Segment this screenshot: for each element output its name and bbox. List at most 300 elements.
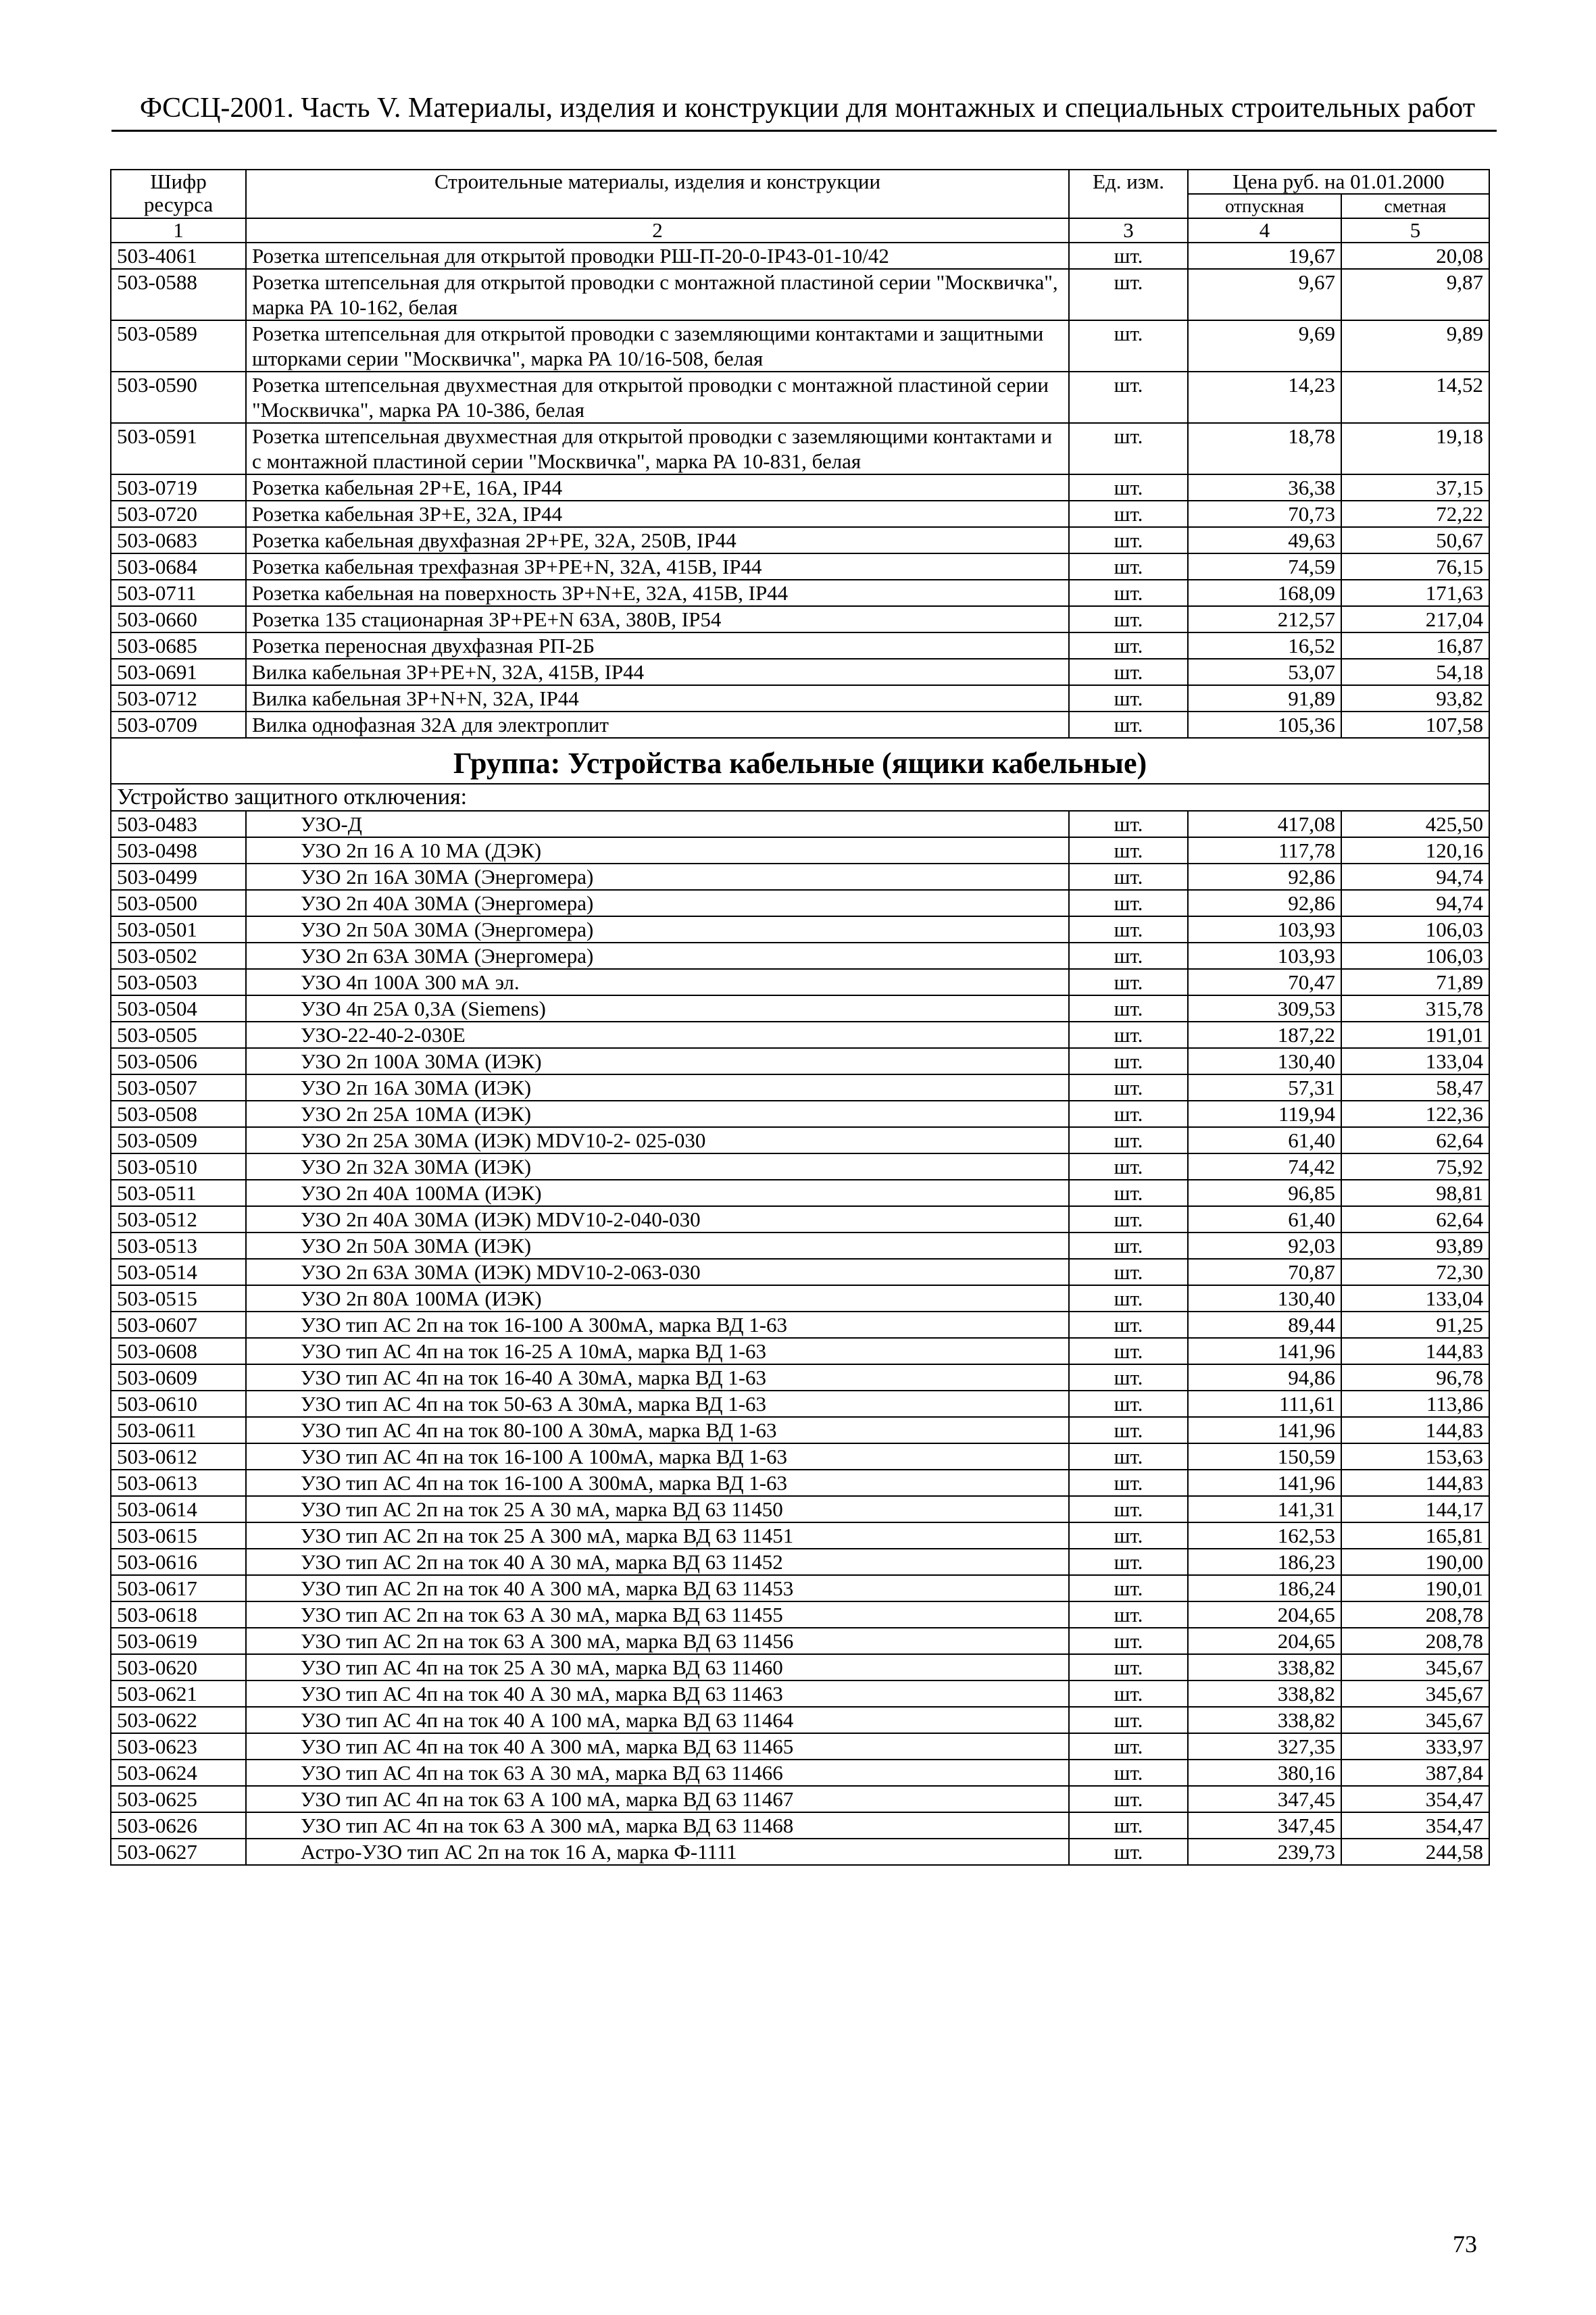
code-cell: 503-0608 (111, 1338, 246, 1364)
col-price-estimate-header: сметная (1341, 194, 1489, 218)
table-row (111, 1074, 1489, 1101)
table-row (111, 632, 1489, 659)
code-cell: 503-0684 (111, 553, 246, 580)
estimate-price-cell: 113,86 (1341, 1391, 1489, 1417)
estimate-price-cell: 208,78 (1341, 1628, 1489, 1654)
unit-cell: шт. (1069, 1022, 1188, 1048)
code-cell: 503-0627 (111, 1839, 246, 1865)
estimate-price-cell: 354,47 (1341, 1812, 1489, 1839)
release-price-cell: 338,82 (1188, 1654, 1341, 1681)
code-cell: 503-0502 (111, 943, 246, 969)
code-cell: 503-0505 (111, 1022, 246, 1048)
release-price-cell: 94,86 (1188, 1364, 1341, 1391)
name-cell: Розетка кабельная 3Р+Е, 32А, IP44 (246, 501, 1069, 527)
table-row (111, 320, 1489, 372)
release-price-cell: 92,86 (1188, 890, 1341, 916)
code-cell: 503-0616 (111, 1549, 246, 1575)
estimate-price-cell: 190,01 (1341, 1575, 1489, 1601)
unit-cell: шт. (1069, 1233, 1188, 1259)
code-cell: 503-0615 (111, 1522, 246, 1549)
name-cell: УЗО тип АС 4п на ток 63 А 100 мА, марка ВД 63 11467 (246, 1786, 1069, 1812)
table-row (111, 1391, 1489, 1417)
table-row (111, 1417, 1489, 1443)
release-price-cell: 111,61 (1188, 1391, 1341, 1417)
unit-cell: шт. (1069, 1681, 1188, 1707)
name-cell: УЗО 2п 16А 30МА (ИЭК) (246, 1074, 1069, 1101)
estimate-price-cell: 191,01 (1341, 1022, 1489, 1048)
unit-cell: шт. (1069, 1839, 1188, 1865)
estimate-price-cell: 14,52 (1341, 372, 1489, 423)
release-price-cell: 338,82 (1188, 1681, 1341, 1707)
table-row (111, 1443, 1489, 1470)
release-price-cell: 347,45 (1188, 1812, 1341, 1839)
unit-cell: шт. (1069, 474, 1188, 501)
table-row (111, 372, 1489, 423)
estimate-price-cell: 354,47 (1341, 1786, 1489, 1812)
subgroup-title: Устройство защитного отключения: (111, 784, 1489, 811)
unit-cell: шт. (1069, 1074, 1188, 1101)
unit-cell: шт. (1069, 1812, 1188, 1839)
estimate-price-cell: 387,84 (1341, 1760, 1489, 1786)
code-cell: 503-0511 (111, 1180, 246, 1206)
estimate-price-cell: 106,03 (1341, 943, 1489, 969)
table-row (111, 995, 1489, 1022)
name-cell: Розетка штепсельная для открытой проводки РШ-П-20-0-IP43-01-10/42 (246, 243, 1069, 269)
name-cell: УЗО 2п 63А 30МА (ИЭК) MDV10-2-063-030 (246, 1259, 1069, 1285)
code-cell: 503-0504 (111, 995, 246, 1022)
estimate-price-cell: 62,64 (1341, 1127, 1489, 1153)
col-unit-header: Ед. изм. (1069, 170, 1188, 218)
name-cell: УЗО-22-40-2-030Е (246, 1022, 1069, 1048)
unit-cell: шт. (1069, 943, 1188, 969)
code-cell: 503-0607 (111, 1312, 246, 1338)
code-cell: 503-0614 (111, 1496, 246, 1522)
name-cell: УЗО тип АС 4п на ток 40 А 300 мА, марка ВД 63 11465 (246, 1733, 1069, 1760)
table-row (111, 1707, 1489, 1733)
unit-cell: шт. (1069, 712, 1188, 738)
unit-cell: шт. (1069, 1153, 1188, 1180)
table-row (111, 1549, 1489, 1575)
release-price-cell: 74,42 (1188, 1153, 1341, 1180)
release-price-cell: 309,53 (1188, 995, 1341, 1022)
table-row (111, 1180, 1489, 1206)
unit-cell: шт. (1069, 685, 1188, 712)
name-cell: УЗО 2п 32А 30МА (ИЭК) (246, 1153, 1069, 1180)
estimate-price-cell: 190,00 (1341, 1549, 1489, 1575)
unit-cell: шт. (1069, 1575, 1188, 1601)
group-section (111, 738, 1489, 811)
code-cell: 503-0498 (111, 837, 246, 864)
col-number: 4 (1188, 218, 1341, 243)
unit-cell: шт. (1069, 1338, 1188, 1364)
unit-cell: шт. (1069, 1364, 1188, 1391)
col-number: 1 (111, 218, 246, 243)
table-row (111, 969, 1489, 995)
estimate-price-cell: 50,67 (1341, 527, 1489, 553)
estimate-price-cell: 54,18 (1341, 659, 1489, 685)
estimate-price-cell: 71,89 (1341, 969, 1489, 995)
name-cell: Розетка штепсельная для открытой проводки с заземляющими контактами и защитными шторками серии "Москвичка", марка РА 10/16-508, белая (246, 320, 1069, 372)
table-row (111, 553, 1489, 580)
code-cell: 503-0611 (111, 1417, 246, 1443)
unit-cell: шт. (1069, 1549, 1188, 1575)
unit-cell: шт. (1069, 1101, 1188, 1127)
table-row (111, 1259, 1489, 1285)
table-row (111, 1101, 1489, 1127)
name-cell: УЗО тип АС 4п на ток 16-100 А 100мА, марка ВД 1-63 (246, 1443, 1069, 1470)
unit-cell: шт. (1069, 969, 1188, 995)
release-price-cell: 162,53 (1188, 1522, 1341, 1549)
release-price-cell: 187,22 (1188, 1022, 1341, 1048)
name-cell: УЗО тип АС 4п на ток 16-25 А 10мА, марка ВД 1-63 (246, 1338, 1069, 1364)
table-row (111, 1839, 1489, 1865)
name-cell: УЗО 2п 40А 100МА (ИЭК) (246, 1180, 1069, 1206)
table-row (111, 474, 1489, 501)
table-body-rcd (111, 811, 1489, 1865)
name-cell: УЗО тип АС 2п на ток 25 А 30 мА, марка ВД 63 11450 (246, 1496, 1069, 1522)
unit-cell: шт. (1069, 580, 1188, 606)
unit-cell: шт. (1069, 1391, 1188, 1417)
release-price-cell: 61,40 (1188, 1127, 1341, 1153)
col-price-release-header: отпускная (1188, 194, 1341, 218)
unit-cell: шт. (1069, 606, 1188, 632)
unit-cell: шт. (1069, 811, 1188, 837)
estimate-price-cell: 217,04 (1341, 606, 1489, 632)
table-row (111, 1312, 1489, 1338)
unit-cell: шт. (1069, 372, 1188, 423)
name-cell: УЗО 2п 40А 30МА (ИЭК) MDV10-2-040-030 (246, 1206, 1069, 1233)
estimate-price-cell: 98,81 (1341, 1180, 1489, 1206)
table-row (111, 580, 1489, 606)
name-cell: Розетка кабельная 2Р+Е, 16А, IP44 (246, 474, 1069, 501)
estimate-price-cell: 9,89 (1341, 320, 1489, 372)
code-cell: 503-0499 (111, 864, 246, 890)
release-price-cell: 19,67 (1188, 243, 1341, 269)
unit-cell: шт. (1069, 1259, 1188, 1285)
code-cell: 503-0503 (111, 969, 246, 995)
release-price-cell: 91,89 (1188, 685, 1341, 712)
release-price-cell: 103,93 (1188, 916, 1341, 943)
name-cell: Розетка кабельная на поверхность 3Р+N+Е, 32А, 415В, IP44 (246, 580, 1069, 606)
code-cell: 503-0620 (111, 1654, 246, 1681)
name-cell: УЗО 4п 25А 0,3А (Siemens) (246, 995, 1069, 1022)
estimate-price-cell: 171,63 (1341, 580, 1489, 606)
estimate-price-cell: 16,87 (1341, 632, 1489, 659)
code-cell: 503-0507 (111, 1074, 246, 1101)
estimate-price-cell: 208,78 (1341, 1601, 1489, 1628)
estimate-price-cell: 122,36 (1341, 1101, 1489, 1127)
release-price-cell: 36,38 (1188, 474, 1341, 501)
release-price-cell: 57,31 (1188, 1074, 1341, 1101)
unit-cell: шт. (1069, 1048, 1188, 1074)
name-cell: УЗО 2п 80А 100МА (ИЭК) (246, 1285, 1069, 1312)
unit-cell: шт. (1069, 1312, 1188, 1338)
code-cell: 503-0512 (111, 1206, 246, 1233)
table-row (111, 423, 1489, 474)
table-row (111, 1522, 1489, 1549)
col-number: 5 (1341, 218, 1489, 243)
estimate-price-cell: 72,22 (1341, 501, 1489, 527)
release-price-cell: 186,24 (1188, 1575, 1341, 1601)
unit-cell: шт. (1069, 1443, 1188, 1470)
release-price-cell: 103,93 (1188, 943, 1341, 969)
code-cell: 503-0619 (111, 1628, 246, 1654)
release-price-cell: 70,73 (1188, 501, 1341, 527)
name-cell: УЗО тип АС 2п на ток 40 А 300 мА, марка ВД 63 11453 (246, 1575, 1069, 1601)
release-price-cell: 53,07 (1188, 659, 1341, 685)
release-price-cell: 92,86 (1188, 864, 1341, 890)
code-cell: 503-0618 (111, 1601, 246, 1628)
estimate-price-cell: 72,30 (1341, 1259, 1489, 1285)
table-header (111, 170, 1489, 243)
release-price-cell: 239,73 (1188, 1839, 1341, 1865)
unit-cell: шт. (1069, 1285, 1188, 1312)
estimate-price-cell: 133,04 (1341, 1048, 1489, 1074)
code-cell: 503-0591 (111, 423, 246, 474)
estimate-price-cell: 315,78 (1341, 995, 1489, 1022)
name-cell: Вилка кабельная 3Р+N+N, 32А, IP44 (246, 685, 1069, 712)
estimate-price-cell: 133,04 (1341, 1285, 1489, 1312)
name-cell: УЗО 2п 25А 30МА (ИЭК) MDV10-2- 025-030 (246, 1127, 1069, 1153)
release-price-cell: 141,96 (1188, 1417, 1341, 1443)
code-cell: 503-0685 (111, 632, 246, 659)
unit-cell: шт. (1069, 837, 1188, 864)
name-cell: УЗО 2п 16А 30МА (Энергомера) (246, 864, 1069, 890)
table-row (111, 1760, 1489, 1786)
name-cell: УЗО тип АС 4п на ток 63 А 300 мА, марка ВД 63 11468 (246, 1812, 1069, 1839)
code-cell: 503-0621 (111, 1681, 246, 1707)
unit-cell: шт. (1069, 995, 1188, 1022)
release-price-cell: 16,52 (1188, 632, 1341, 659)
estimate-price-cell: 345,67 (1341, 1681, 1489, 1707)
name-cell: Розетка штепсельная для открытой проводки с монтажной пластиной серии "Москвичка", марка РА 10-162, белая (246, 269, 1069, 320)
code-cell: 503-0509 (111, 1127, 246, 1153)
release-price-cell: 49,63 (1188, 527, 1341, 553)
name-cell: Розетка штепсельная двухместная для открытой проводки с монтажной пластиной серии "Москвичка", марка РА 10-386, белая (246, 372, 1069, 423)
estimate-price-cell: 165,81 (1341, 1522, 1489, 1549)
table-row (111, 501, 1489, 527)
code-cell: 503-0622 (111, 1707, 246, 1733)
unit-cell: шт. (1069, 632, 1188, 659)
estimate-price-cell: 96,78 (1341, 1364, 1489, 1391)
release-price-cell: 130,40 (1188, 1048, 1341, 1074)
table-row (111, 1048, 1489, 1074)
name-cell: УЗО тип АС 2п на ток 40 А 30 мА, марка ВД 63 11452 (246, 1549, 1069, 1575)
name-cell: Розетка 135 стационарная 3Р+РЕ+N 63А, 380В, IP54 (246, 606, 1069, 632)
estimate-price-cell: 20,08 (1341, 243, 1489, 269)
table-row (111, 1285, 1489, 1312)
name-cell: УЗО тип АС 2п на ток 63 А 30 мА, марка ВД 63 11455 (246, 1601, 1069, 1628)
table-row (111, 606, 1489, 632)
unit-cell: шт. (1069, 269, 1188, 320)
code-cell: 503-0626 (111, 1812, 246, 1839)
estimate-price-cell: 107,58 (1341, 712, 1489, 738)
estimate-price-cell: 93,82 (1341, 685, 1489, 712)
col-number: 3 (1069, 218, 1188, 243)
code-cell: 503-0513 (111, 1233, 246, 1259)
estimate-price-cell: 120,16 (1341, 837, 1489, 864)
estimate-price-cell: 93,89 (1341, 1233, 1489, 1259)
header-rule (111, 130, 1497, 132)
name-cell: УЗО 2п 25А 10МА (ИЭК) (246, 1101, 1069, 1127)
table-row (111, 527, 1489, 553)
code-cell: 503-0508 (111, 1101, 246, 1127)
table-row (111, 1153, 1489, 1180)
name-cell: УЗО тип АС 4п на ток 50-63 А 30мА, марка ВД 1-63 (246, 1391, 1069, 1417)
code-cell: 503-0510 (111, 1153, 246, 1180)
unit-cell: шт. (1069, 1760, 1188, 1786)
unit-cell: шт. (1069, 1601, 1188, 1628)
release-price-cell: 119,94 (1188, 1101, 1341, 1127)
code-cell: 503-0711 (111, 580, 246, 606)
code-cell: 503-0589 (111, 320, 246, 372)
col-name-header: Строительные материалы, изделия и конструкции (246, 170, 1069, 218)
name-cell: УЗО тип АС 4п на ток 25 А 30 мА, марка ВД 63 11460 (246, 1654, 1069, 1681)
name-cell: УЗО тип АС 2п на ток 63 А 300 мА, марка ВД 63 11456 (246, 1628, 1069, 1654)
release-price-cell: 380,16 (1188, 1760, 1341, 1786)
unit-cell: шт. (1069, 501, 1188, 527)
release-price-cell: 92,03 (1188, 1233, 1341, 1259)
release-price-cell: 338,82 (1188, 1707, 1341, 1733)
estimate-price-cell: 76,15 (1341, 553, 1489, 580)
release-price-cell: 70,47 (1188, 969, 1341, 995)
estimate-price-cell: 425,50 (1341, 811, 1489, 837)
table-row (111, 1786, 1489, 1812)
col-number: 2 (246, 218, 1069, 243)
unit-cell: шт. (1069, 1470, 1188, 1496)
code-cell: 503-0506 (111, 1048, 246, 1074)
unit-cell: шт. (1069, 423, 1188, 474)
name-cell: УЗО тип АС 2п на ток 16-100 А 300мА, марка ВД 1-63 (246, 1312, 1069, 1338)
estimate-price-cell: 9,87 (1341, 269, 1489, 320)
running-header: ФССЦ-2001. Часть V. Материалы, изделия и конструкции для монтажных и специальных строительных работ (139, 93, 1476, 124)
col-price-header: Цена руб. на 01.01.2000 (1188, 170, 1489, 194)
code-cell: 503-0588 (111, 269, 246, 320)
estimate-price-cell: 62,64 (1341, 1206, 1489, 1233)
name-cell: УЗО тип АС 2п на ток 25 А 300 мА, марка ВД 63 11451 (246, 1522, 1069, 1549)
release-price-cell: 9,67 (1188, 269, 1341, 320)
table-row (111, 811, 1489, 837)
name-cell: Розетка штепсельная двухместная для открытой проводки с заземляющими контактами и с монтажной пластиной серии "Москвичка", марка РА 10-831, белая (246, 423, 1069, 474)
code-cell: 503-0617 (111, 1575, 246, 1601)
name-cell: Вилка кабельная 3Р+РЕ+N, 32А, 415В, IP44 (246, 659, 1069, 685)
release-price-cell: 186,23 (1188, 1549, 1341, 1575)
code-cell: 503-0625 (111, 1786, 246, 1812)
table-row (111, 659, 1489, 685)
table-row (111, 1233, 1489, 1259)
name-cell: УЗО 2п 63А 30МА (Энергомера) (246, 943, 1069, 969)
estimate-price-cell: 37,15 (1341, 474, 1489, 501)
name-cell: УЗО 4п 100А 300 мА эл. (246, 969, 1069, 995)
table-row (111, 243, 1489, 269)
code-cell: 503-4061 (111, 243, 246, 269)
table-row (111, 1496, 1489, 1522)
name-cell: Розетка переносная двухфазная РП-2Б (246, 632, 1069, 659)
table-row (111, 1575, 1489, 1601)
name-cell: УЗО 2п 100А 30МА (ИЭК) (246, 1048, 1069, 1074)
name-cell: УЗО тип АС 4п на ток 80-100 А 30мА, марка ВД 1-63 (246, 1417, 1069, 1443)
release-price-cell: 117,78 (1188, 837, 1341, 864)
release-price-cell: 327,35 (1188, 1733, 1341, 1760)
estimate-price-cell: 333,97 (1341, 1733, 1489, 1760)
code-cell: 503-0719 (111, 474, 246, 501)
release-price-cell: 96,85 (1188, 1180, 1341, 1206)
code-cell: 503-0624 (111, 1760, 246, 1786)
release-price-cell: 70,87 (1188, 1259, 1341, 1285)
release-price-cell: 14,23 (1188, 372, 1341, 423)
estimate-price-cell: 91,25 (1341, 1312, 1489, 1338)
unit-cell: шт. (1069, 916, 1188, 943)
unit-cell: шт. (1069, 1496, 1188, 1522)
unit-cell: шт. (1069, 553, 1188, 580)
table-row (111, 1628, 1489, 1654)
unit-cell: шт. (1069, 1654, 1188, 1681)
code-cell: 503-0720 (111, 501, 246, 527)
release-price-cell: 168,09 (1188, 580, 1341, 606)
code-cell: 503-0712 (111, 685, 246, 712)
name-cell: УЗО 2п 16 А 10 МА (ДЭК) (246, 837, 1069, 864)
code-cell: 503-0501 (111, 916, 246, 943)
release-price-cell: 141,96 (1188, 1470, 1341, 1496)
release-price-cell: 61,40 (1188, 1206, 1341, 1233)
unit-cell: шт. (1069, 890, 1188, 916)
table-row (111, 1206, 1489, 1233)
release-price-cell: 141,96 (1188, 1338, 1341, 1364)
estimate-price-cell: 144,83 (1341, 1470, 1489, 1496)
name-cell: Вилка однофазная 32А для электроплит (246, 712, 1069, 738)
code-cell: 503-0590 (111, 372, 246, 423)
code-cell: 503-0660 (111, 606, 246, 632)
unit-cell: шт. (1069, 243, 1188, 269)
table-row (111, 269, 1489, 320)
group-title: Группа: Устройства кабельные (ящики кабельные) (111, 738, 1489, 784)
unit-cell: шт. (1069, 527, 1188, 553)
code-cell: 503-0612 (111, 1443, 246, 1470)
code-cell: 503-0709 (111, 712, 246, 738)
table-row (111, 1022, 1489, 1048)
estimate-price-cell: 153,63 (1341, 1443, 1489, 1470)
code-cell: 503-0683 (111, 527, 246, 553)
price-table (110, 169, 1490, 1866)
table-row (111, 837, 1489, 864)
name-cell: УЗО тип АС 4п на ток 63 А 30 мА, марка ВД 63 11466 (246, 1760, 1069, 1786)
unit-cell: шт. (1069, 1180, 1188, 1206)
release-price-cell: 204,65 (1188, 1601, 1341, 1628)
table-row (111, 1733, 1489, 1760)
release-price-cell: 204,65 (1188, 1628, 1341, 1654)
code-cell: 503-0613 (111, 1470, 246, 1496)
release-price-cell: 18,78 (1188, 423, 1341, 474)
table-row (111, 1338, 1489, 1364)
name-cell: УЗО 2п 50А 30МА (Энергомера) (246, 916, 1069, 943)
name-cell: УЗО тип АС 4п на ток 40 А 30 мА, марка ВД 63 11463 (246, 1681, 1069, 1707)
code-cell: 503-0609 (111, 1364, 246, 1391)
code-cell: 503-0610 (111, 1391, 246, 1417)
name-cell: Розетка кабельная двухфазная 2Р+РЕ, 32А, 250В, IP44 (246, 527, 1069, 553)
table-row (111, 864, 1489, 890)
table-row (111, 943, 1489, 969)
code-cell: 503-0515 (111, 1285, 246, 1312)
table-row (111, 1127, 1489, 1153)
release-price-cell: 89,44 (1188, 1312, 1341, 1338)
unit-cell: шт. (1069, 1628, 1188, 1654)
table-body-sockets (111, 243, 1489, 738)
table-row (111, 1364, 1489, 1391)
estimate-price-cell: 345,67 (1341, 1654, 1489, 1681)
unit-cell: шт. (1069, 1417, 1188, 1443)
name-cell: УЗО тип АС 4п на ток 16-40 А 30мА, марка ВД 1-63 (246, 1364, 1069, 1391)
page-number: 73 (1453, 2231, 1477, 2258)
